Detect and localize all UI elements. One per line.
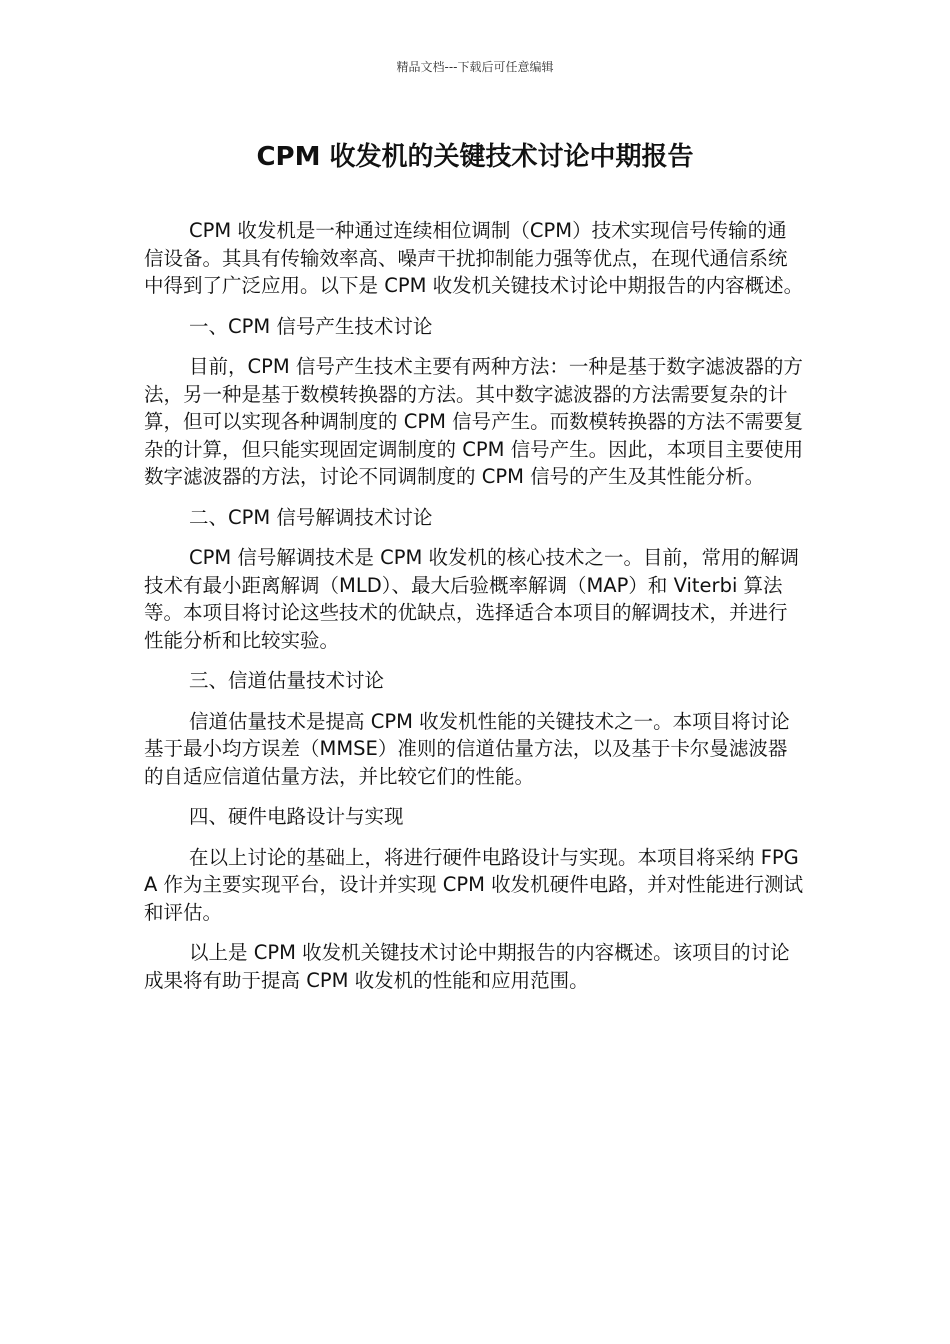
section-heading-signal-generation: 一、CPM 信号产生技术讨论 bbox=[189, 314, 433, 338]
section-body-channel-estimation: 信道估量技术是提高 CPM 收发机性能的关键技术之一。本项目将讨论基于最小均方误差（MMSE）准则的信道估量方法，以及基于卡尔曼滤波器的自适应信道估量方法，并比较它们的性能。 bbox=[144, 709, 790, 788]
section-heading-demodulation: 二、CPM 信号解调技术讨论 bbox=[189, 505, 433, 529]
document-body bbox=[144, 217, 806, 1007]
page-header-note: 精品文档---下载后可任意编辑 bbox=[396, 60, 554, 74]
section-heading-channel-estimation: 三、信道估量技术讨论 bbox=[189, 669, 385, 692]
section-heading-hardware-design: 四、硬件电路设计与实现 bbox=[189, 805, 404, 828]
section-body-signal-generation: 目前，CPM 信号产生技术主要有两种方法：一种是基于数字滤波器的方法，另一种是基于数模转换器的方法。其中数字滤波器的方法需要复杂的计算，但可以实现各种调制度的 CPM 信号产生。而数模转换器的方法不需要复杂的计算，但只能实现固定调制度的 CPM 信号产生。因此，本项目主要使用数字滤波器的方法，讨论不同调制度的 CPM 信号的产生及其性能分析。 bbox=[144, 355, 804, 488]
intro-paragraph: CPM 收发机是一种通过连续相位调制（CPM）技术实现信号传输的通信设备。其具有传输效率高、噪声干扰抑制能力强等优点，在现代通信系统中得到了广泛应用。以下是 CPM 收发机关键技术讨论中期报告的内容概述。 bbox=[144, 219, 804, 297]
section-body-demodulation: CPM 信号解调技术是 CPM 收发机的核心技术之一。目前，常用的解调技术有最小距离解调（MLD）、最大后验概率解调（MAP）和 Viterbi 算法等。本项目将讨论这些技术的优缺点，选择适合本项目的解调技术，并进行性能分析和比较实验。 bbox=[144, 546, 799, 652]
document-title: CPM 收发机的关键技术讨论中期报告 bbox=[256, 142, 694, 172]
conclusion-paragraph: 以上是 CPM 收发机关键技术讨论中期报告的内容概述。该项目的讨论成果将有助于提高 CPM 收发机的性能和应用范围。 bbox=[144, 941, 790, 992]
section-body-hardware-design: 在以上讨论的基础上，将进行硬件电路设计与实现。本项目将采纳 FPGA 作为主要实现平台，设计并实现 CPM 收发机硬件电路，并对性能进行测试和评估。 bbox=[144, 845, 804, 924]
